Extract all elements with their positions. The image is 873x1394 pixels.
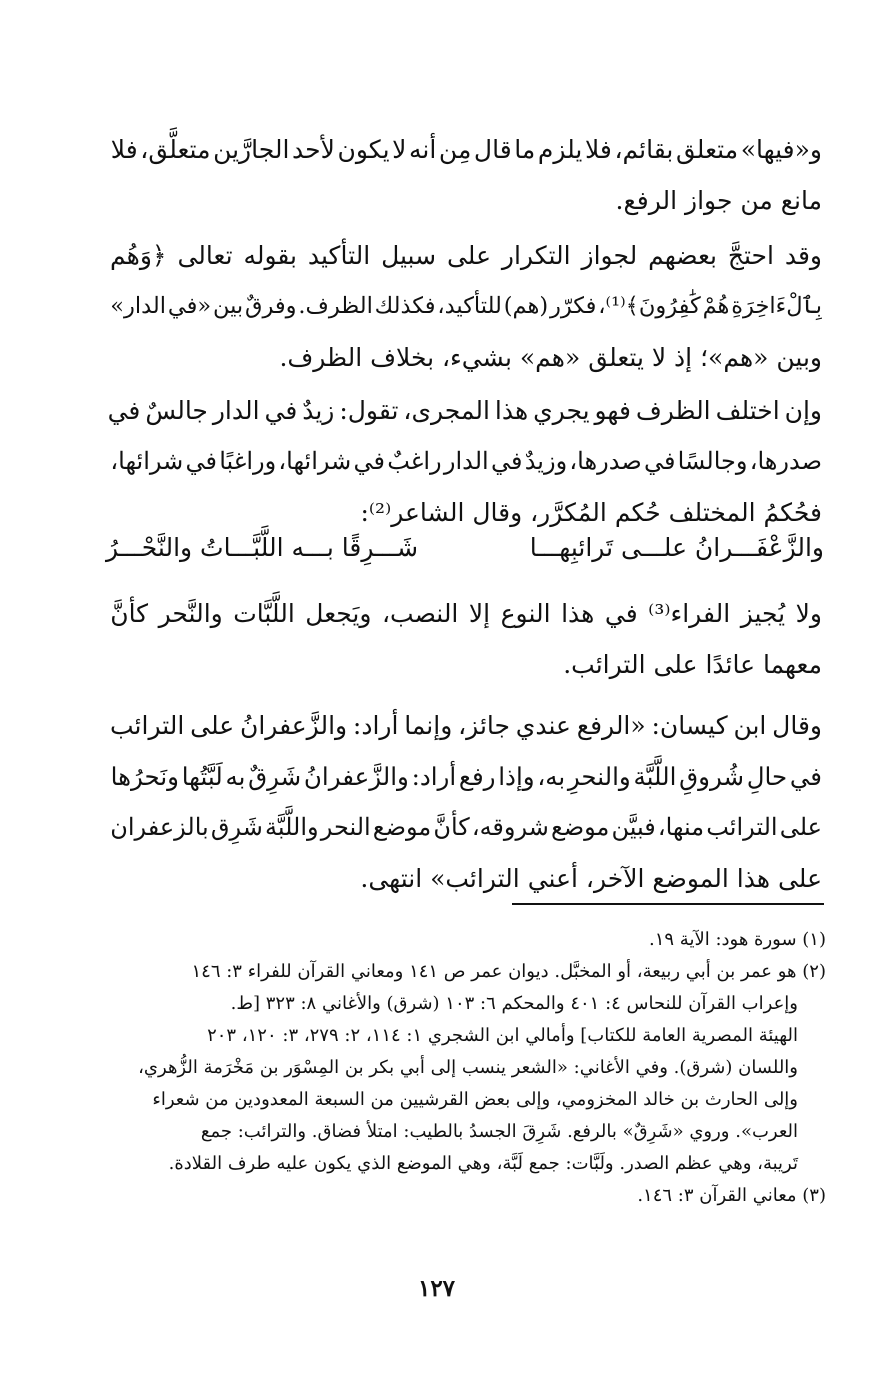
text-line: وإن اختلف الظرف فهو يجري هذا المجرى، تقول: زيدٌ في الدار جالسٌ في [108, 396, 822, 425]
paragraph-4 [108, 588, 822, 690]
paragraph-5 [108, 700, 822, 904]
verse-first-hemistich: والزَّعْفَـــرانُ علـــى تَرائبِهـــا [529, 533, 824, 562]
footnote-separator [512, 903, 824, 905]
footnotes [108, 924, 826, 1212]
footnote-2-continued: تَريبة، وهي عظم الصدر. ولَبَّات: جمع لَبَّة، وهي الموضع الذي يكون عليه طرف القلادة. [168, 1153, 798, 1174]
footnote-3: (٣) معاني القرآن ٣: ١٤٦. [637, 1185, 826, 1206]
text-line: وقال ابن كيسان: «الرفع عندي جائز، وإنما أراد: والزَّعفرانُ على الترائب [110, 711, 822, 740]
footnote-2-continued: وإعراب القرآن للنحاس ٤: ٤٠١ والمحكم ٦: ١٠٣ (شرق) والأغاني ٨: ٣٢٣ [ط. [230, 993, 798, 1014]
text-line: معهما عائدًا على الترائب. [563, 650, 822, 679]
text-line: بِٱلْءَاخِرَةِ هُمْ كَٰفِرُونَ﴾⁽¹⁾، فكرّر (هم) للتأكيد، فكذلك الظرف. وفرقٌ بين «في الدار» [110, 293, 822, 319]
text-line: مانع من جواز الرفع. [615, 186, 822, 215]
footnote-2-continued: الهيئة المصرية العامة للكتاب] وأمالي ابن الشجري ١: ١١٤، ٢: ٢٧٩، ٣: ١٢٠، ٢٠٣ [207, 1025, 798, 1046]
text-line: صدرها، وجالسًا في صدرها، وزيدٌ في الدار راغبٌ في شرائها، وراغبًا في شرائها، [110, 447, 822, 475]
footnote-1: (١) سورة هود: الآية ١٩. [649, 929, 826, 950]
footnote-2-continued: واللسان (شرق). وفي الأغاني: «الشعر ينسب إلى أبي بكر بن المِسْوَر بن مَخْرَمة الزُّهري، [138, 1057, 798, 1078]
text-line: وقد احتجَّ بعضهم لجواز التكرار على سبيل التأكيد بقوله تعالى ﴿وَهُم [110, 241, 822, 270]
verse-second-hemistich: شَـــرِقًا بـــه اللَّبَّـــاتُ والنَّحْـــرُ [106, 533, 419, 562]
paragraph-1 [108, 124, 822, 226]
text-line: على الترائب منها، فبيَّن موضع شروقه، كأنَّ موضع النحر واللَّبَّة شَرِق بالزعفران [110, 813, 822, 841]
footnote-2-continued: وإلى الحارث بن خالد المخزومي، وإلى بعض القرشيين من السبعة المعدودين من شعراء [152, 1089, 798, 1110]
text-line: ولا يُجيز الفراء⁽³⁾ في هذا النوع إلا النصب، ويَجعل اللَّبَّات والنَّحر كأنَّ [110, 599, 822, 628]
footnote-2-continued: العرب». وروي «شَرِقٌ» بالرفع. شَرِقَ الجسدُ بالطيب: امتلأ فضاق. والترائب: جمع [200, 1121, 798, 1142]
text-line: فحُكمُ المختلف حُكم المُكرَّر، وقال الشاعر⁽²⁾: [360, 498, 822, 527]
text-line: في حالِ شُروقِ اللَّبَّة والنحرِ به، وإذا رفع أراد: والزَّعفرانُ شَرِقٌ به لَبَّتُها ونَحرُها [110, 762, 822, 791]
page-number: ١٢٧ [417, 1275, 456, 1302]
poetry-verse [106, 524, 824, 572]
text-line: و«فيها» متعلق بقائم، فلا يلزم ما قال مِن أنه لا يكون لأحد الجارَّين متعلَّق، فلا [110, 135, 822, 164]
paragraph-3 [108, 385, 822, 538]
paragraph-2 [108, 230, 822, 383]
text-line: على هذا الموضع الآخر، أعني الترائب» انتهى. [360, 864, 822, 893]
text-line: وبين «هم»؛ إذ لا يتعلق «هم» بشيء، بخلاف الظرف. [279, 343, 822, 372]
footnote-2: (٢) هو عمر بن أبي ربيعة، أو المخبَّل. ديوان عمر ص ١٤١ ومعاني القرآن للفراء ٣: ١٤٦ [191, 961, 826, 982]
